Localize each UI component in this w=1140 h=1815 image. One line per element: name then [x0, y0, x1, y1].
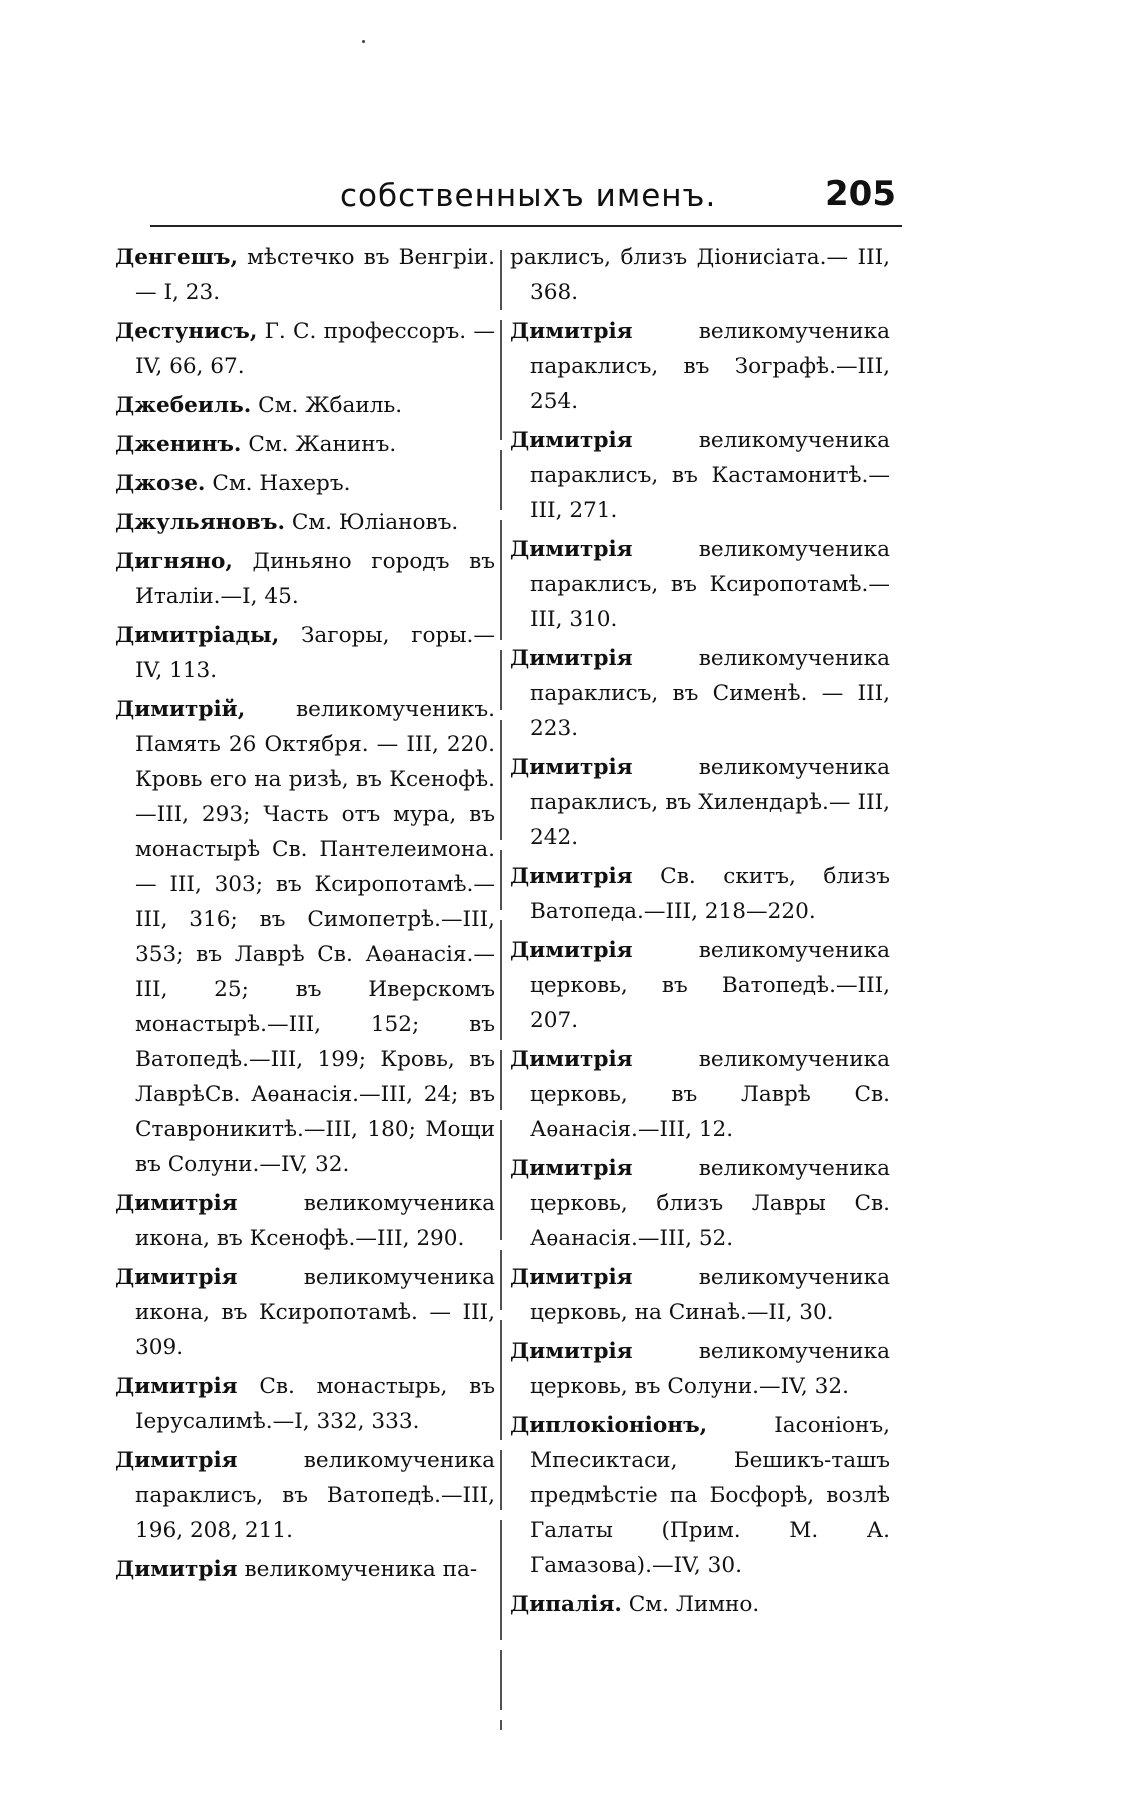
entry-headword: Джульяновъ.	[115, 510, 285, 535]
index-entry	[115, 1443, 495, 1548]
entry-text: См. Жанинъ.	[241, 432, 397, 457]
entry-text: великомученика параклисъ, въ Ватопедѣ.—III, 196, 208, 211.	[135, 1448, 495, 1543]
entry-text: Загоры, горы.— IV, 113.	[135, 623, 495, 683]
index-entry	[510, 1151, 890, 1256]
entry-text: Диньяно городъ въ Италіи.—I, 45.	[135, 549, 495, 609]
index-entry	[115, 240, 495, 310]
index-entry	[115, 1369, 495, 1439]
entry-headword: Димитрія	[510, 938, 633, 963]
entry-text: великомученика церковь, на Синаѣ.—II, 30.	[530, 1265, 890, 1325]
entry-text: Іасоніонъ, Мпесиктаси, Бешикъ-ташъ предмѣстіе па Босфорѣ, возлѣ Галаты (Прим. М. А. Гамазова).—IV, 30.	[530, 1413, 890, 1578]
entry-headword: Димитрія	[510, 319, 633, 344]
running-title: собственныхъ именъ.	[340, 178, 717, 214]
entry-headword: Димитрія	[510, 755, 633, 780]
index-entry	[115, 1186, 495, 1256]
index-entry	[115, 544, 495, 614]
entry-text: См. Юліановъ.	[284, 510, 459, 535]
entry-text: раклисъ, близъ Діонисіата.— III, 368.	[510, 245, 890, 305]
header-rule	[150, 225, 902, 227]
entry-headword: Димитрія	[510, 1339, 633, 1364]
entry-headword: Диплокіоніонъ,	[510, 1413, 708, 1438]
entry-headword: Димитрія	[510, 1156, 633, 1181]
index-entry	[510, 532, 890, 637]
entry-headword: Димитріады,	[115, 623, 280, 648]
entry-headword: Димитрій,	[115, 697, 246, 722]
entry-text: великомученикъ. Память 26 Октября. — III, 220. Кровь его на ризѣ, въ Ксенофѣ.—III, 293; Часть отъ мура, въ монастырѣ Св. Пантелеимона. — III, 303; въ Ксиропотамѣ.—III, 316; въ Симопетрѣ.—III, 353; въ Лаврѣ Св. Аѳанасія.— III, 25; въ Иверскомъ монастырѣ.—III, 152; въ Ватопедѣ.—III, 199; Кровь, въ ЛаврѣСв. Аѳанасія.—III, 24; въ Ставроникитѣ.—III, 180; Мощи въ Солуни.—IV, 32.	[135, 697, 495, 1177]
entry-text: Св. монастырь, въ Іерусалимѣ.—I, 332, 333.	[135, 1374, 495, 1434]
index-entry	[510, 859, 890, 929]
index-entry	[510, 1042, 890, 1147]
index-entry	[115, 427, 495, 462]
entry-headword: Димитрія	[115, 1557, 238, 1582]
index-entry	[510, 1408, 890, 1583]
entry-headword: Димитрія	[510, 1047, 633, 1072]
entry-headword: Димитрія	[115, 1448, 238, 1473]
entry-headword: Димитрія	[115, 1265, 238, 1290]
index-entry	[510, 423, 890, 528]
page-header	[150, 172, 902, 224]
entry-headword: Джебеиль.	[115, 393, 252, 418]
index-entry	[115, 505, 495, 540]
index-entry	[115, 314, 495, 384]
index-entry	[115, 1260, 495, 1365]
right-column	[510, 240, 890, 1626]
left-column	[115, 240, 495, 1591]
entry-text: великомученика параклисъ, въ Зографѣ.—III, 254.	[530, 319, 890, 414]
entry-headword: Джозе.	[115, 471, 206, 496]
index-entry	[510, 1334, 890, 1404]
index-entry	[510, 641, 890, 746]
entry-text: мѣстечко въ Венгріи.— I, 23.	[135, 245, 495, 305]
entry-text: великомученика церковь, въ Ватопедѣ.—III, 207.	[530, 938, 890, 1033]
entry-text: См. Лимно.	[621, 1592, 760, 1617]
column-divider	[500, 250, 502, 1730]
entry-headword: Дигняно,	[115, 549, 233, 574]
entry-headword: Димитрія	[510, 537, 633, 562]
entry-text: великомученика церковь, въ Солуни.—IV, 32.	[530, 1339, 890, 1399]
ink-speck	[362, 40, 365, 43]
entry-headword: Дипалія.	[510, 1592, 622, 1617]
entry-text: великомученика церковь, въ Лаврѣ Св. Аѳанасія.—III, 12.	[530, 1047, 890, 1142]
entry-text: Г. С. профессоръ. —IV, 66, 67.	[135, 319, 495, 379]
entry-headword: Димитрія	[510, 646, 633, 671]
index-entry	[510, 240, 890, 310]
index-entry	[115, 388, 495, 423]
entry-text: великомученика параклисъ, въ Ксиропотамѣ.— III, 310.	[530, 537, 890, 632]
index-entry	[115, 1552, 495, 1587]
entry-headword: Дестунисъ,	[115, 319, 258, 344]
index-entry	[115, 692, 495, 1182]
index-entry	[510, 314, 890, 419]
entry-headword: Димитрія	[510, 428, 633, 453]
entry-headword: Димитрія	[510, 1265, 633, 1290]
index-entry	[115, 618, 495, 688]
entry-headword: Димитрія	[510, 864, 633, 889]
entry-headword: Димитрія	[115, 1374, 238, 1399]
entry-text: великомученика параклисъ, въ Хилендарѣ.— III, 242.	[530, 755, 890, 850]
index-entry	[510, 1587, 890, 1622]
entry-text: См. Жбаиль.	[251, 393, 403, 418]
entry-headword: Денгешъ,	[115, 245, 239, 270]
entry-text: великомученика параклисъ, въ Кастамонитѣ.— III, 271.	[530, 428, 890, 523]
entry-text: великомученика икона, въ Ксенофѣ.—III, 290.	[135, 1191, 495, 1251]
entry-text: великомученика параклисъ, въ Сименѣ. — III, 223.	[530, 646, 890, 741]
index-entry	[510, 750, 890, 855]
entry-text: великомученика икона, въ Ксиропотамѣ. — III, 309.	[135, 1265, 495, 1360]
entry-text: Св. скитъ, близъ Ватопеда.—III, 218—220.	[530, 864, 890, 924]
entry-headword: Димитрія	[115, 1191, 238, 1216]
entry-headword: Дженинъ.	[115, 432, 242, 457]
entry-text: См. Нахеръ.	[205, 471, 351, 496]
index-entry	[510, 1260, 890, 1330]
index-entry	[510, 933, 890, 1038]
page-number: 205	[825, 174, 896, 214]
entry-text: великомученика па-	[237, 1557, 478, 1582]
index-entry	[115, 466, 495, 501]
entry-text: великомученика церковь, близъ Лавры Св. Аѳанасія.—III, 52.	[530, 1156, 890, 1251]
